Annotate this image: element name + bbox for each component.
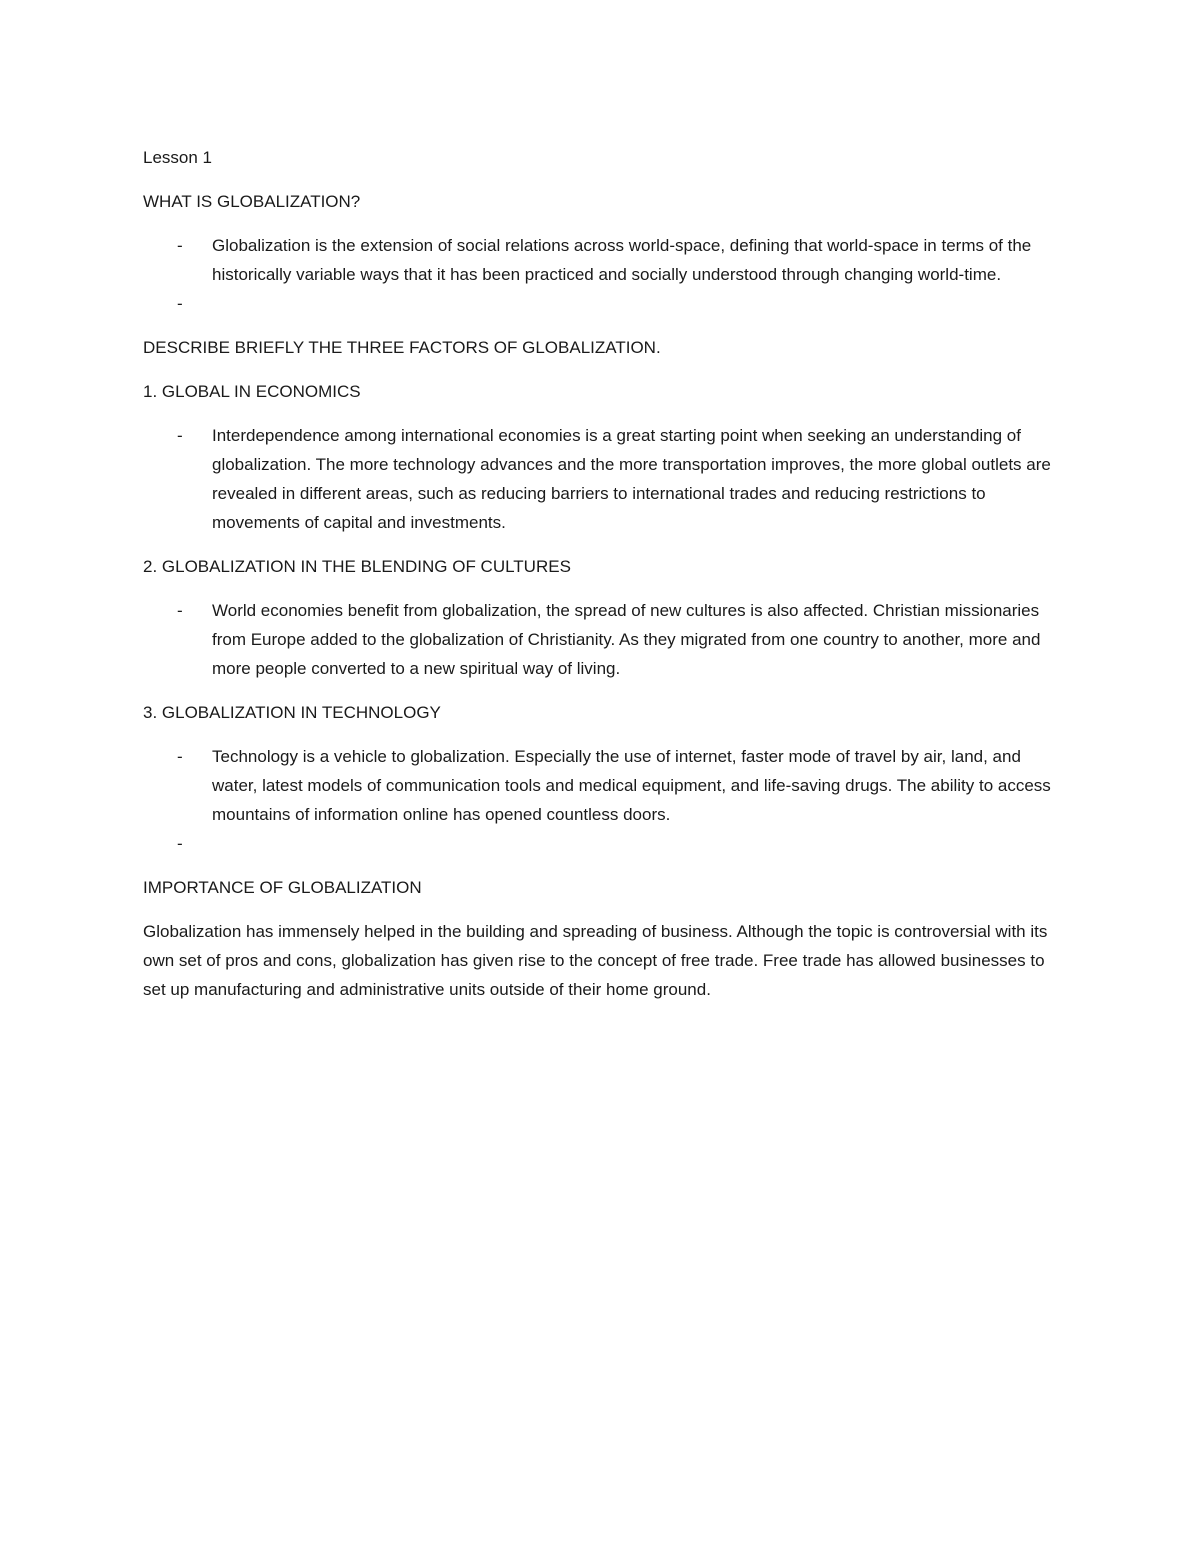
factor-heading-cultures: 2. GLOBALIZATION IN THE BLENDING OF CULTURES — [143, 557, 571, 576]
cultures-list — [143, 596, 1063, 683]
document-body — [143, 143, 1063, 1004]
factor-heading-technology: 3. GLOBALIZATION IN TECHNOLOGY — [143, 703, 441, 722]
section-heading-three-factors: DESCRIBE BRIEFLY THE THREE FACTORS OF GLOBALIZATION. — [143, 338, 661, 357]
definition-list — [143, 231, 1063, 318]
economics-list — [143, 421, 1063, 537]
list-item — [143, 596, 1063, 683]
technology-list — [143, 742, 1063, 858]
lesson-label: Lesson 1 — [143, 148, 212, 167]
bullet-dash: - — [177, 294, 183, 313]
factor-heading-economics: 1. GLOBAL IN ECONOMICS — [143, 382, 361, 401]
list-item-text: Interdependence among international economies is a great starting point when seeking an understanding of globalization. The more technology advances and the more transportation improves, the more global outlets are revealed in different areas, such as reducing barriers to international trades and reducing restrictions to movements of capital and investments. — [212, 426, 1051, 532]
list-item-text: World economies benefit from globalization, the spread of new cultures is also affected. Christian missionaries from Europe added to the globalization of Christianity. As they migrated from one country to another, more and more people converted to a new spiritual way of living. — [212, 601, 1041, 678]
list-item — [143, 231, 1063, 289]
section-heading-what-is-globalization: WHAT IS GLOBALIZATION? — [143, 192, 361, 211]
importance-paragraph: Globalization has immensely helped in the building and spreading of business. Although the topic is controversial with its own set of pros and cons, globalization has given rise to the concept of free trade. Free trade has allowed businesses to set up manufacturing and administrative units outside of their home ground. — [143, 922, 1048, 999]
list-item — [143, 829, 1063, 858]
bullet-dash: - — [177, 834, 183, 853]
bullet-dash: - — [177, 426, 183, 445]
bullet-dash: - — [177, 747, 183, 766]
bullet-dash: - — [177, 601, 183, 620]
list-item — [143, 289, 1063, 318]
section-heading-importance: IMPORTANCE OF GLOBALIZATION — [143, 878, 422, 897]
list-item-text: Technology is a vehicle to globalization. Especially the use of internet, faster mode of travel by air, land, and water, latest models of communication tools and medical equipment, and life-saving drugs. The ability to access mountains of information online has opened countless doors. — [212, 747, 1051, 824]
list-item — [143, 742, 1063, 829]
list-item — [143, 421, 1063, 537]
bullet-dash: - — [177, 236, 183, 255]
list-item-text: Globalization is the extension of social relations across world-space, defining that world-space in terms of the historically variable ways that it has been practiced and socially understood through changing world-time. — [212, 236, 1032, 284]
